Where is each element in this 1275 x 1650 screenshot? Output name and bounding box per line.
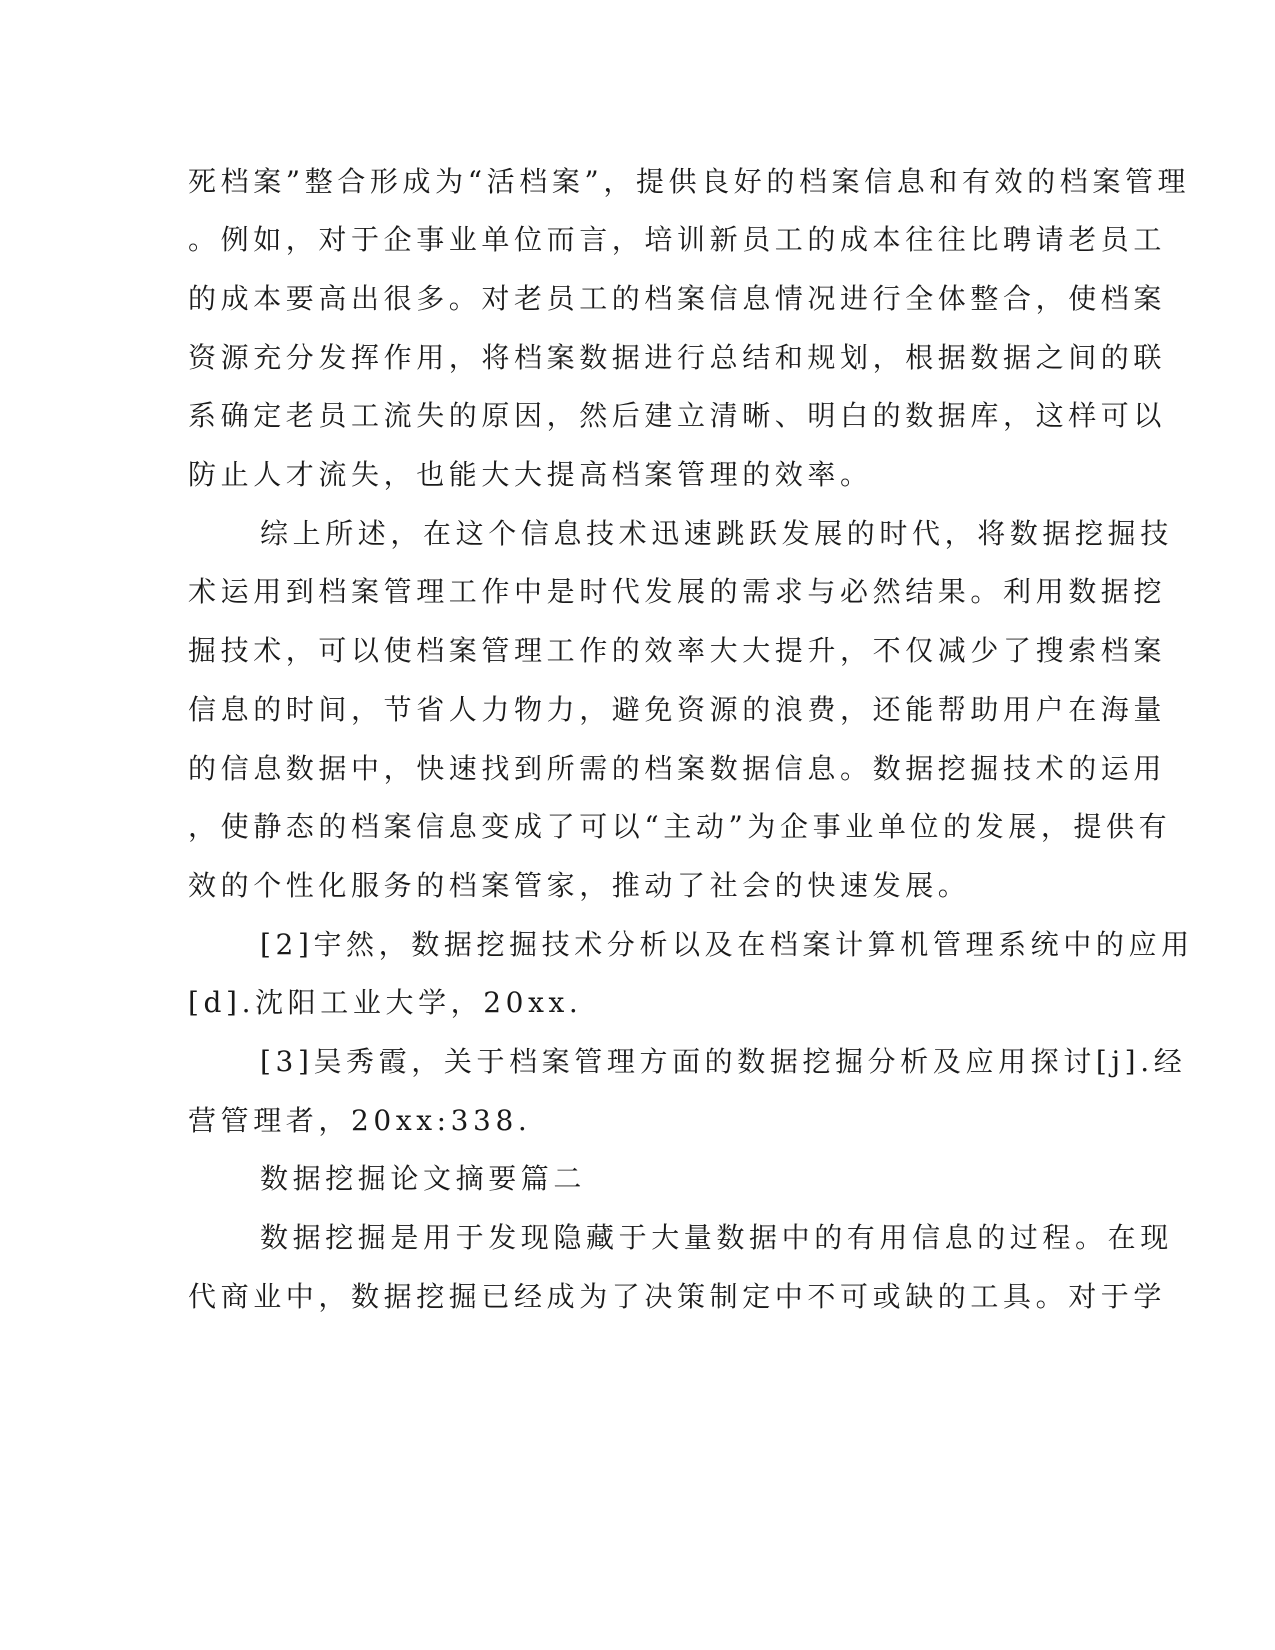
reference-line: 营管理者，20xx:338. <box>188 1104 532 1137</box>
text-line: 术运用到档案管理工作中是时代发展的需求与必然结果。利用数据挖 <box>188 575 1167 608</box>
section-heading: 数据挖掘论文摘要篇二 <box>260 1162 587 1195</box>
reference-line: [2]宇然，数据挖掘技术分析以及在档案计算机管理系统中的应用 <box>260 928 1194 961</box>
paragraph-first-line: 数据挖掘是用于发现隐藏于大量数据中的有用信息的过程。在现 <box>260 1221 1173 1254</box>
text-line: 系确定老员工流失的原因，然后建立清晰、明白的数据库，这样可以 <box>188 399 1167 432</box>
reference-line: [3]吴秀霞，关于档案管理方面的数据挖掘分析及应用探讨[j].经 <box>260 1045 1187 1078</box>
text-line: 效的个性化服务的档案管家，推动了社会的快速发展。 <box>188 869 971 902</box>
text-line: 防止人才流失，也能大大提高档案管理的效率。 <box>188 458 873 491</box>
paragraph-first-line: 综上所述，在这个信息技术迅速跳跃发展的时代，将数据挖掘技 <box>260 517 1173 550</box>
text-line: ，使静态的档案信息变成了可以“主动”为企事业单位的发展，提供有 <box>188 810 1172 843</box>
text-line: 代商业中，数据挖掘已经成为了决策制定中不可或缺的工具。对于学 <box>188 1280 1167 1313</box>
text-line: 死档案”整合形成为“活档案”，提供良好的档案信息和有效的档案管理 <box>188 165 1191 198</box>
text-line: 的成本要高出很多。对老员工的档案信息情况进行全体整合，使档案 <box>188 282 1167 315</box>
reference-line: [d].沈阳工业大学，20xx. <box>188 986 583 1019</box>
text-line: 的信息数据中，快速找到所需的档案数据信息。数据挖掘技术的运用 <box>188 752 1167 785</box>
text-line: 。例如，对于企事业单位而言，培训新员工的成本往往比聘请老员工 <box>188 223 1167 256</box>
text-line: 信息的时间，节省人力物力，避免资源的浪费，还能帮助用户在海量 <box>188 693 1167 726</box>
text-line: 掘技术，可以使档案管理工作的效率大大提升，不仅减少了搜索档案 <box>188 634 1167 667</box>
text-line: 资源充分发挥作用，将档案数据进行总结和规划，根据数据之间的联 <box>188 341 1167 374</box>
